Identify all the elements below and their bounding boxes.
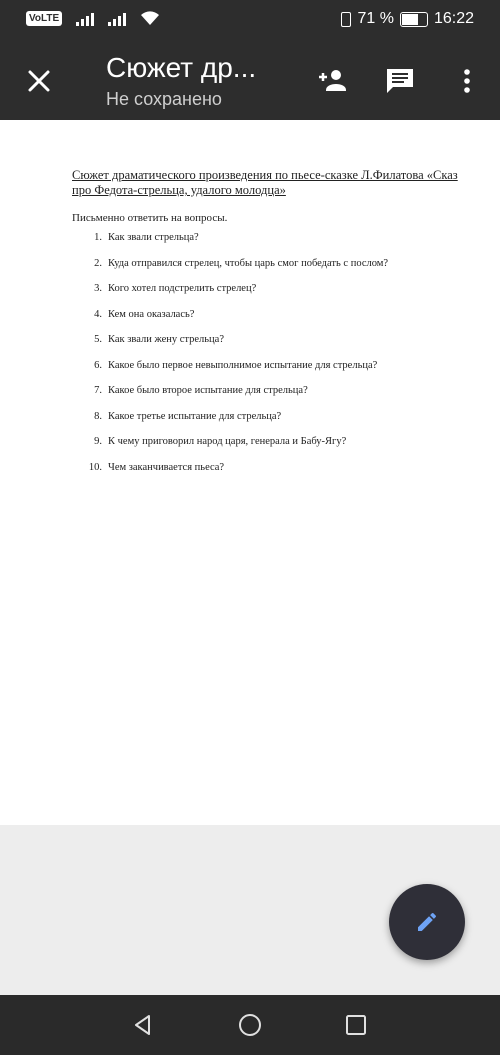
volte-badge: VoLTE [26,11,62,26]
add-person-icon [316,64,350,98]
question-text: Чем заканчивается пьеса? [108,461,225,473]
recents-icon [344,1013,368,1037]
document-title: Сюжет др... [106,52,257,83]
question-number: 2. [94,257,102,269]
question-item [72,232,462,258]
question-number: 3. [94,283,102,294]
question-number: 8. [94,410,102,422]
battery-fill [402,14,418,25]
wifi-icon [140,10,160,26]
question-text: Кого хотел подстрелить стрелец? [108,283,257,294]
battery-icon [400,12,428,27]
question-item [72,334,462,360]
question-number: 7. [94,385,102,396]
save-status: Не сохранено [106,89,222,109]
home-button[interactable] [238,1013,262,1037]
add-person-button[interactable] [316,64,350,98]
question-number: 5. [94,334,102,345]
question-text: Какое третье испытание для стрельца? [108,410,282,422]
signal-icon [76,10,94,26]
question-text: Какое было второе испытание для стрельца? [108,385,308,396]
document-page[interactable] [0,120,500,825]
close-button[interactable] [22,64,56,98]
question-item [72,309,462,335]
signal-icon [108,10,126,26]
vibrate-icon [341,12,351,27]
app-bar [0,42,500,120]
question-text: К чему приговорил народ царя, генерала и Бабу-Ягу? [108,436,347,447]
question-text: Куда отправился стрелец, чтобы царь смог победать с послом? [108,257,389,269]
question-item [72,436,462,462]
comment-icon [383,64,417,98]
question-number: 9. [94,436,102,447]
home-icon [238,1013,262,1037]
question-number: 6. [94,359,102,371]
question-number: 4. [94,308,102,320]
question-item [72,385,462,411]
navigation-bar [0,995,500,1055]
question-text: Кем она оказалась? [108,308,195,320]
document-intro: Письменно ответить на вопросы. [72,212,228,224]
question-item [72,258,462,284]
question-text: Как звали стрельца? [108,232,199,243]
close-icon [22,64,56,98]
back-button[interactable] [131,1013,155,1037]
clock: 16:22 [433,10,474,27]
recents-button[interactable] [344,1013,368,1037]
pencil-icon [415,910,439,934]
battery-percent: 71 % [357,10,394,27]
question-text: Как звали жену стрельца? [108,334,224,345]
edit-button[interactable] [389,884,465,960]
question-item [72,360,462,386]
question-number: 10. [88,461,102,473]
question-number: 1. [94,232,102,243]
back-icon [131,1013,155,1037]
comment-button[interactable] [383,64,417,98]
status-bar [0,0,500,42]
question-list [72,232,462,487]
question-item [72,283,462,309]
document-content [72,168,462,487]
document-heading: Сюжет драматического произведения по пьесе-сказке Л.Филатова «Сказ про Федота-стрельца, удалого молодца» [72,168,458,197]
more-vert-icon [450,64,484,98]
question-item [72,462,462,488]
more-options-button[interactable] [450,64,484,98]
question-item [72,411,462,437]
question-text: Какое было первое невыполнимое испытание для стрельца? [108,359,378,371]
